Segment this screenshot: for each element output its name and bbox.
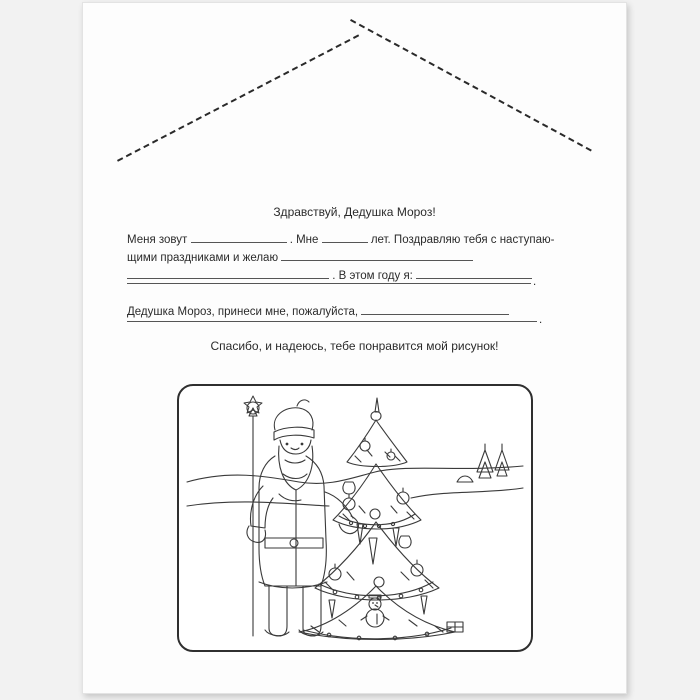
wish-blank-field-2[interactable] xyxy=(127,267,329,279)
year-blank-field-2[interactable] xyxy=(127,283,531,284)
label-wish-prefix: щими праздниками и желаю xyxy=(127,252,279,264)
gift-blank-field-2[interactable] xyxy=(127,321,537,322)
santa-with-christmas-tree-coloring-picture xyxy=(179,386,531,650)
drawing-frame xyxy=(177,384,533,652)
label-bring-me: Дедушка Мороз, принеси мне, пожалуйста, xyxy=(127,306,359,318)
label-age-suffix: лет. Поздравляю тебя с наступаю- xyxy=(370,234,555,246)
letter-line-3 xyxy=(127,267,532,283)
line-4-period: . xyxy=(533,276,537,288)
letter-sheet-inner xyxy=(83,3,626,693)
label-my-age-prefix: . Мне xyxy=(289,234,319,246)
letter-line-5 xyxy=(127,303,509,319)
year-blank-field-1[interactable] xyxy=(416,267,532,279)
letter-greeting: Здравствуй, Дедушка Мороз! xyxy=(273,205,436,219)
letter-thanks: Спасибо, и надеюсь, тебе понравится мой рисунок! xyxy=(210,339,499,353)
label-this-year: . В этом году я: xyxy=(332,270,413,282)
label-my-name: Меня зовут xyxy=(127,234,188,246)
wish-blank-field-1[interactable] xyxy=(281,249,473,261)
name-blank-field[interactable] xyxy=(191,231,287,243)
age-blank-field[interactable] xyxy=(322,231,368,243)
gift-blank-field-1[interactable] xyxy=(361,303,509,315)
line-6-period: . xyxy=(539,314,543,326)
letter-line-1 xyxy=(127,231,554,247)
letter-sheet xyxy=(82,2,627,694)
letter-line-2 xyxy=(127,249,473,265)
